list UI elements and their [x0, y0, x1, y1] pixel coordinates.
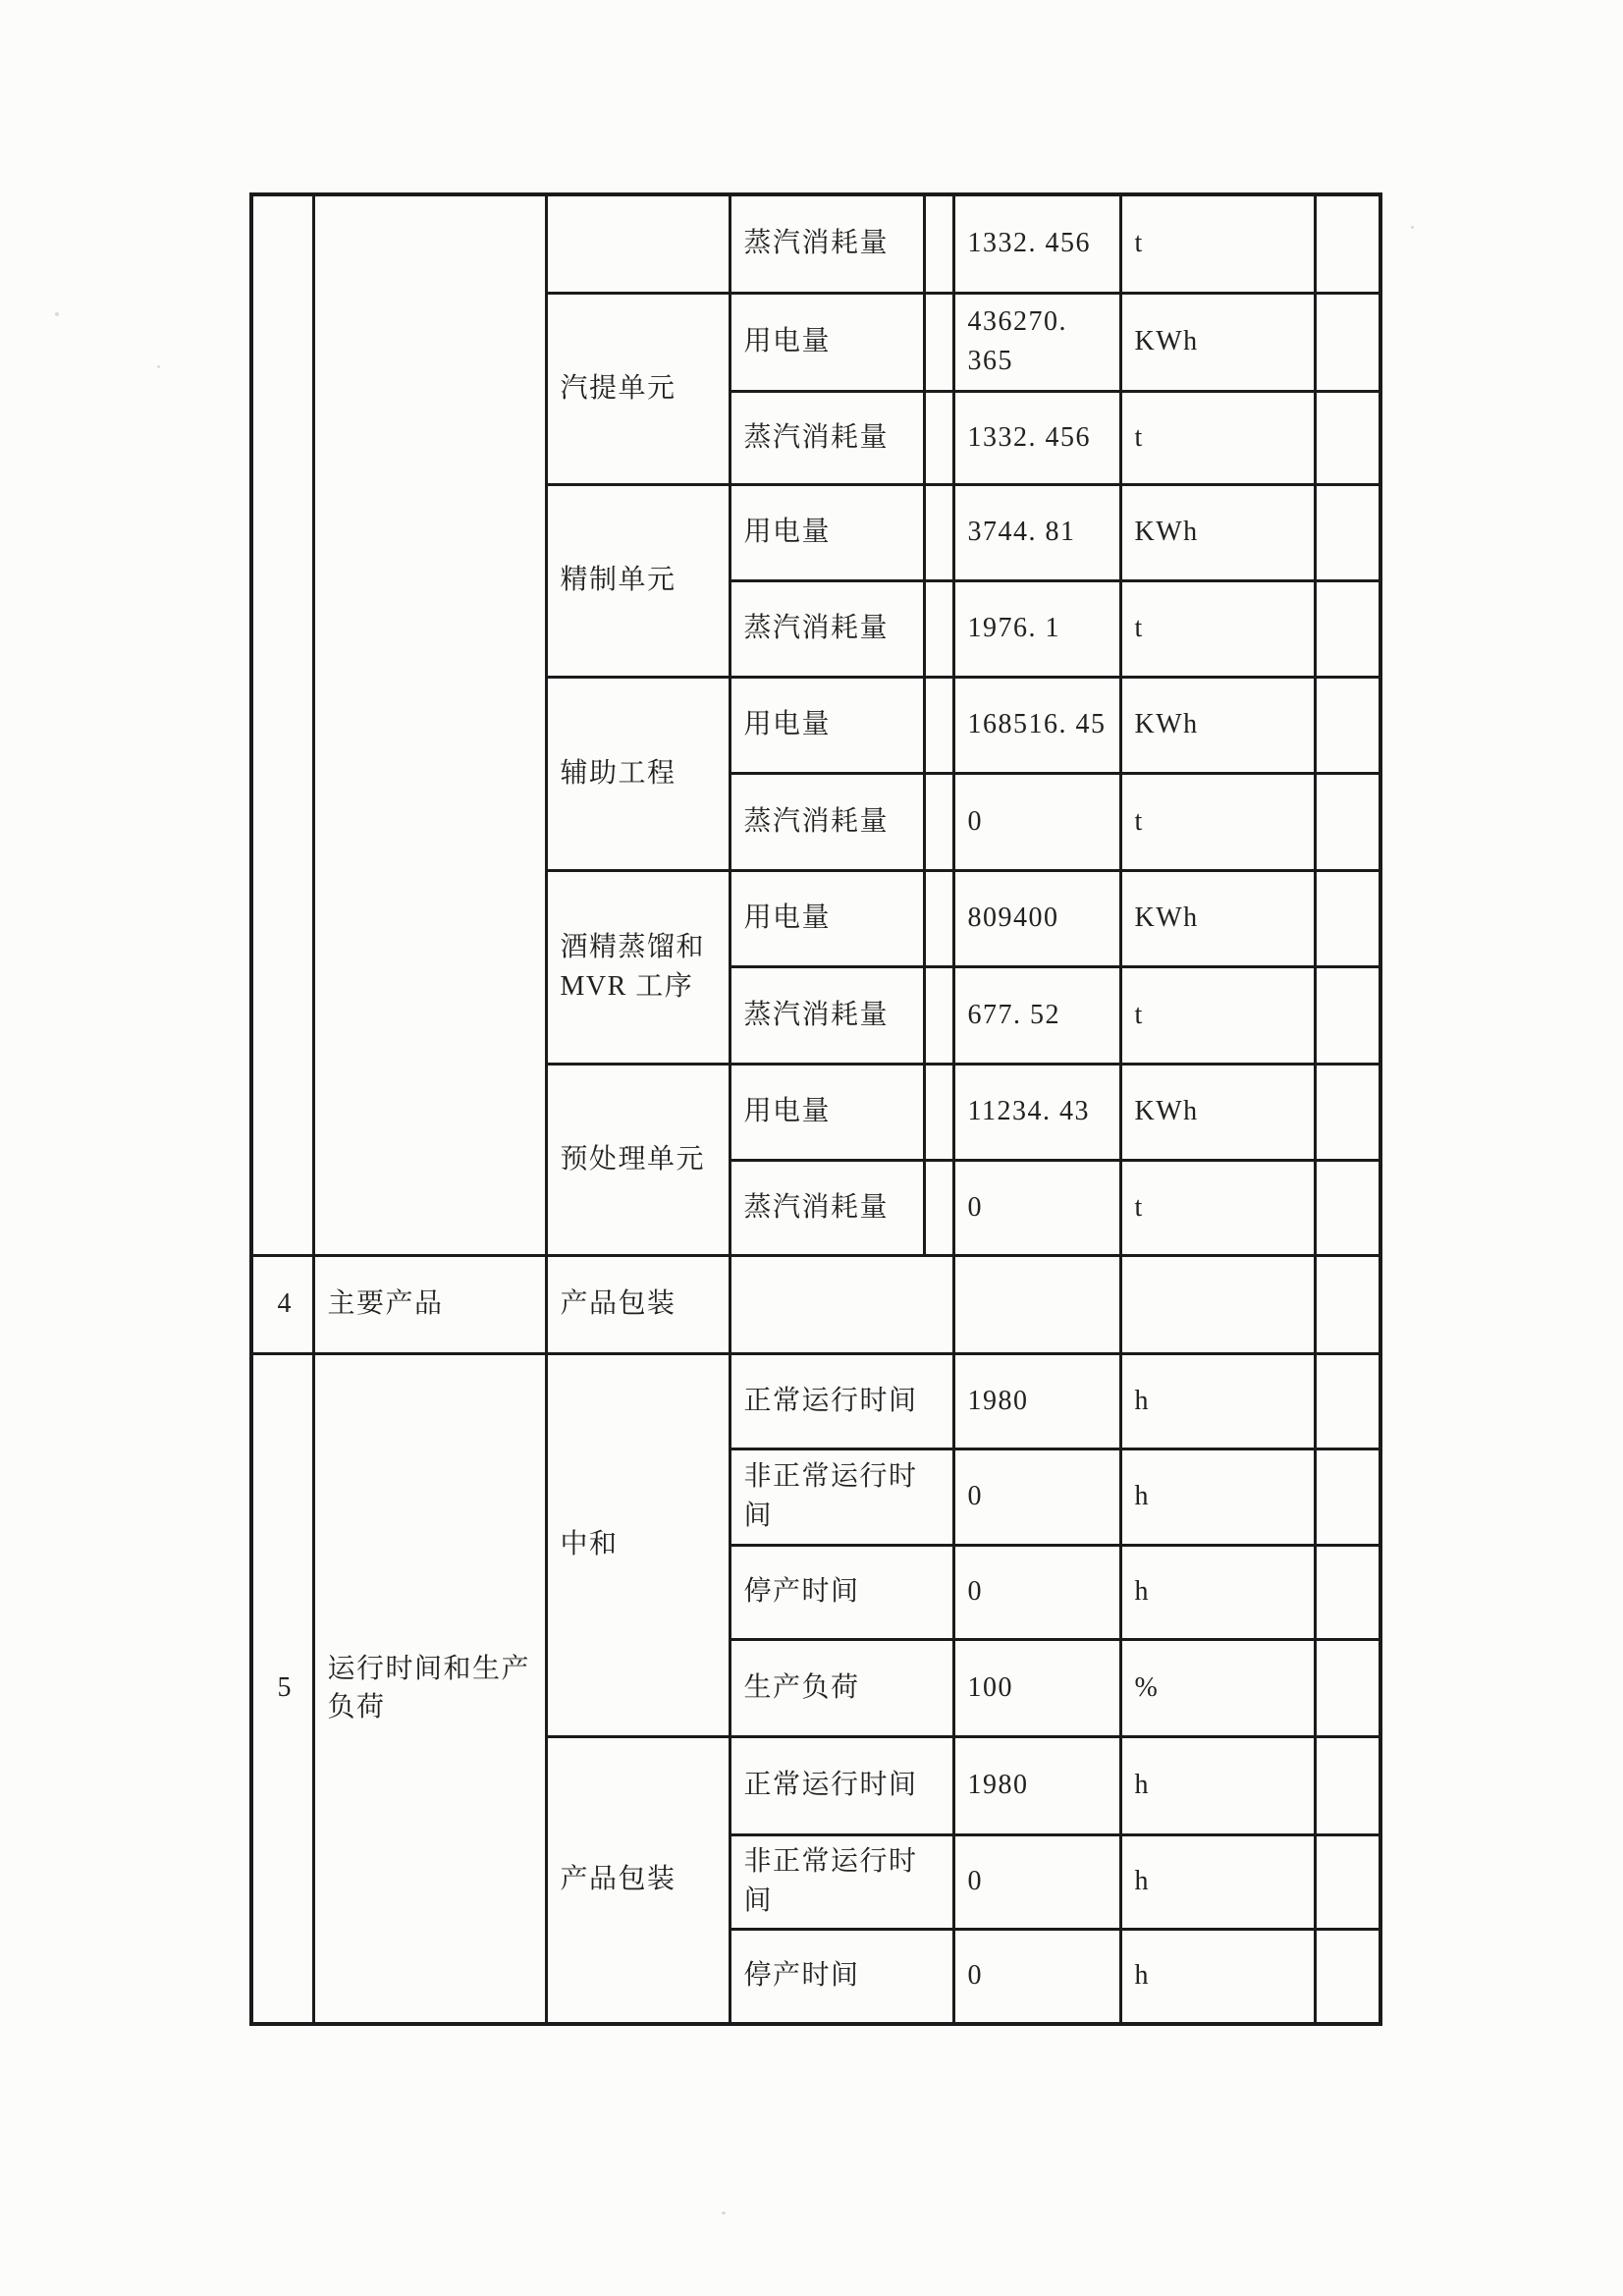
divider-spacer-cell [924, 293, 953, 391]
value-cell: 1332. 456 [953, 391, 1120, 484]
param-label-cell: 停产时间 [730, 1545, 953, 1639]
trailing-empty-cell [1315, 1255, 1380, 1353]
unit-of-measure-cell: t [1120, 194, 1315, 293]
unit-of-measure-cell: KWh [1120, 870, 1315, 966]
param-label-cell: 用电量 [730, 870, 924, 966]
trailing-empty-cell [1315, 293, 1380, 391]
divider-spacer-cell [924, 870, 953, 966]
value-cell-empty [953, 1255, 1120, 1353]
table-row [251, 194, 1380, 293]
row-index-cell: 5 [251, 1353, 313, 2024]
param-label-cell: 蒸汽消耗量 [730, 1160, 924, 1255]
table-row [251, 1255, 1380, 1353]
divider-spacer-cell [924, 194, 953, 293]
trailing-empty-cell [1315, 870, 1380, 966]
trailing-empty-cell [1315, 1834, 1380, 1929]
trailing-empty-cell [1315, 484, 1380, 580]
param-label-cell: 用电量 [730, 484, 924, 580]
unit-of-measure-cell: t [1120, 773, 1315, 870]
value-cell: 11234. 43 [953, 1064, 1120, 1160]
category-cell: 主要产品 [313, 1255, 546, 1353]
unit-of-measure-cell: t [1120, 966, 1315, 1064]
value-cell: 0 [953, 1449, 1120, 1545]
param-label-cell: 用电量 [730, 293, 924, 391]
value-cell: 0 [953, 1545, 1120, 1639]
trailing-empty-cell [1315, 1639, 1380, 1736]
trailing-empty-cell [1315, 1545, 1380, 1639]
param-label-cell: 非正常运行时间 [730, 1449, 953, 1545]
value-cell: 436270. 365 [953, 293, 1120, 391]
param-label-cell: 蒸汽消耗量 [730, 966, 924, 1064]
param-label-cell: 生产负荷 [730, 1639, 953, 1736]
trailing-empty-cell [1315, 966, 1380, 1064]
unit-of-measure-cell: KWh [1120, 677, 1315, 773]
unit-of-measure-cell: % [1120, 1639, 1315, 1736]
divider-spacer-cell [924, 580, 953, 677]
unit-of-measure-cell: h [1120, 1545, 1315, 1639]
value-cell: 0 [953, 1834, 1120, 1929]
row-index-cell: 4 [251, 1255, 313, 1353]
param-label-cell: 用电量 [730, 1064, 924, 1160]
param-label-cell: 蒸汽消耗量 [730, 580, 924, 677]
scan-speck [157, 365, 160, 368]
unit-name-cell: 预处理单元 [546, 1064, 730, 1255]
trailing-empty-cell [1315, 1929, 1380, 2024]
trailing-empty-cell [1315, 773, 1380, 870]
trailing-empty-cell [1315, 677, 1380, 773]
unit-of-measure-cell: KWh [1120, 1064, 1315, 1160]
unit-of-measure-cell: KWh [1120, 293, 1315, 391]
unit-of-measure-cell: t [1120, 1160, 1315, 1255]
trailing-empty-cell [1315, 1736, 1380, 1834]
unit-of-measure-cell-empty [1120, 1255, 1315, 1353]
value-cell: 168516. 45 [953, 677, 1120, 773]
unit-name-cell: 精制单元 [546, 484, 730, 677]
divider-spacer-cell [924, 677, 953, 773]
unit-of-measure-cell: h [1120, 1736, 1315, 1834]
value-cell: 677. 52 [953, 966, 1120, 1064]
value-cell: 1980 [953, 1736, 1120, 1834]
value-cell: 3744. 81 [953, 484, 1120, 580]
param-label-cell: 蒸汽消耗量 [730, 194, 924, 293]
unit-of-measure-cell: h [1120, 1834, 1315, 1929]
param-label-cell: 停产时间 [730, 1929, 953, 2024]
value-cell: 100 [953, 1639, 1120, 1736]
category-cell: 运行时间和生产负荷 [313, 1353, 546, 2024]
param-label-cell: 非正常运行时间 [730, 1834, 953, 1929]
divider-spacer-cell [924, 966, 953, 1064]
category-cell-empty [313, 194, 546, 1255]
production-data-table [249, 192, 1382, 2026]
trailing-empty-cell [1315, 1449, 1380, 1545]
trailing-empty-cell [1315, 194, 1380, 293]
unit-name-cell: 产品包装 [546, 1736, 730, 2024]
trailing-empty-cell [1315, 580, 1380, 677]
unit-of-measure-cell: KWh [1120, 484, 1315, 580]
param-label-cell-empty [730, 1255, 953, 1353]
unit-name-cell: 汽提单元 [546, 293, 730, 484]
divider-spacer-cell [924, 1160, 953, 1255]
unit-name-cell: 中和 [546, 1353, 730, 1736]
param-label-cell: 蒸汽消耗量 [730, 773, 924, 870]
divider-spacer-cell [924, 1064, 953, 1160]
unit-name-cell-continued [546, 194, 730, 293]
divider-spacer-cell [924, 773, 953, 870]
row-index-cell-empty [251, 194, 313, 1255]
value-cell: 1332. 456 [953, 194, 1120, 293]
unit-name-cell: 产品包装 [546, 1255, 730, 1353]
param-label-cell: 正常运行时间 [730, 1736, 953, 1834]
unit-name-cell: 辅助工程 [546, 677, 730, 870]
value-cell: 1976. 1 [953, 580, 1120, 677]
value-cell: 0 [953, 1160, 1120, 1255]
trailing-empty-cell [1315, 391, 1380, 484]
trailing-empty-cell [1315, 1064, 1380, 1160]
trailing-empty-cell [1315, 1160, 1380, 1255]
param-label-cell: 蒸汽消耗量 [730, 391, 924, 484]
unit-of-measure-cell: h [1120, 1353, 1315, 1449]
value-cell: 809400 [953, 870, 1120, 966]
unit-of-measure-cell: t [1120, 580, 1315, 677]
value-cell: 0 [953, 773, 1120, 870]
param-label-cell: 用电量 [730, 677, 924, 773]
scan-speck [722, 2212, 726, 2214]
unit-of-measure-cell: h [1120, 1929, 1315, 2024]
param-label-cell: 正常运行时间 [730, 1353, 953, 1449]
table-row [251, 1353, 1380, 1449]
unit-of-measure-cell: h [1120, 1449, 1315, 1545]
scan-speck [55, 312, 59, 316]
unit-name-cell: 酒精蒸馏和MVR 工序 [546, 870, 730, 1064]
unit-of-measure-cell: t [1120, 391, 1315, 484]
value-cell: 1980 [953, 1353, 1120, 1449]
divider-spacer-cell [924, 391, 953, 484]
value-cell: 0 [953, 1929, 1120, 2024]
trailing-empty-cell [1315, 1353, 1380, 1449]
scan-speck [1411, 226, 1414, 229]
divider-spacer-cell [924, 484, 953, 580]
